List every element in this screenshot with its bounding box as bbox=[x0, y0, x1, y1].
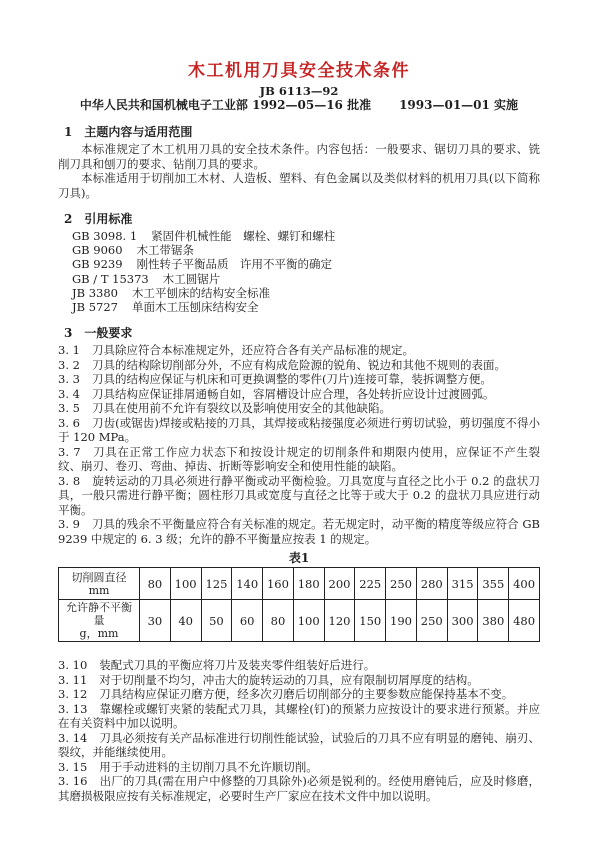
section-2-title: 引用标准 bbox=[84, 212, 133, 226]
clause-text: 装配式刀具的平衡应将刀片及装夹零件组装好后进行。 bbox=[99, 658, 376, 673]
reference-title: 木工平刨床的结构安全标准 bbox=[131, 285, 270, 300]
clause-text: 刀具必须按有关产品标准进行切削性能试验，试验后的刀具不应有明显的磨钝、崩刃、裂纹，并能继续使用。 bbox=[58, 730, 540, 760]
clause-text: 旋转运动的刀具必须进行静平衡或动平衡检验。刀具宽度与直径之比小于 0.2 的盘状刀具，一般只需进行静平衡；圆柱形刀具或宽度与直径之比等于或大于 0.2 的盘状刀具应进行动平衡。 bbox=[58, 473, 540, 517]
reference-item bbox=[72, 257, 540, 271]
table-cell: 150 bbox=[355, 600, 386, 642]
section-1-heading bbox=[64, 125, 540, 140]
document-content bbox=[0, 58, 600, 803]
approval-line bbox=[58, 98, 540, 113]
clause-number: 3. 6 bbox=[58, 415, 80, 430]
section-1-paragraph: 本标准适用于切削加工木材、人造板、塑料、有色金属以及类似材料的机用刀具(以下简称刀具)。 bbox=[58, 171, 540, 200]
reference-item bbox=[72, 229, 540, 243]
section-3-number: 3 bbox=[64, 326, 73, 341]
clause-number: 3. 13 bbox=[58, 701, 88, 716]
table-cell: 280 bbox=[416, 568, 447, 600]
clause-number: 3. 9 bbox=[58, 517, 80, 532]
clause-text: 刀具的残余不平衡量应符合有关标准的规定。若无规定时，动平衡的精度等级应符合 GB 9239 中规定的 6. 3 级；允许的静不平衡量应按表 1 的规定。 bbox=[58, 517, 540, 546]
table-cell: 100 bbox=[170, 568, 201, 600]
reference-code: JB 5727 bbox=[72, 300, 118, 315]
clause-text: 刀具在使用前不允许有裂纹以及影响使用安全的其他缺陷。 bbox=[91, 401, 391, 416]
reference-code: JB 3380 bbox=[72, 285, 118, 300]
table-cell: 40 bbox=[170, 600, 201, 642]
clause-number: 3. 8 bbox=[58, 473, 81, 488]
table-cell: 480 bbox=[509, 600, 540, 642]
section-2-heading bbox=[64, 212, 540, 227]
table-cell: 80 bbox=[140, 568, 171, 600]
reference-title: 单面木工压刨床结构安全 bbox=[131, 300, 259, 315]
clause-3-5 bbox=[58, 401, 540, 416]
reference-item bbox=[72, 286, 540, 300]
clause-3-12 bbox=[58, 687, 540, 702]
row-label-text: 允许静不平衡量 bbox=[66, 601, 132, 628]
section-3-title: 一般要求 bbox=[84, 326, 133, 341]
row-label-unit: g，mm bbox=[79, 627, 119, 641]
clause-number: 3. 3 bbox=[58, 372, 80, 387]
table-cell: 355 bbox=[478, 568, 509, 600]
table1-caption: 表1 bbox=[288, 551, 310, 566]
clause-number: 3. 4 bbox=[58, 386, 80, 401]
table-cell: 160 bbox=[263, 568, 294, 600]
clause-3-2 bbox=[58, 358, 540, 373]
clause-3-15 bbox=[58, 760, 540, 775]
table1-block bbox=[58, 551, 540, 642]
section-3-heading bbox=[64, 326, 540, 341]
table1 bbox=[58, 567, 540, 642]
table-cell: 80 bbox=[263, 600, 294, 642]
row-label-unit: mm bbox=[88, 583, 110, 597]
document-title: 木工机用刀具安全技术条件 bbox=[188, 61, 410, 81]
table-cell: 225 bbox=[355, 568, 386, 600]
clause-text: 刀齿(或锯齿)焊接或粘接的刀具，其焊接或粘接强度必须进行剪切试验，剪切强度不得小于 120 MPa。 bbox=[58, 415, 540, 445]
table-cell: 200 bbox=[324, 568, 355, 600]
clause-number: 3. 15 bbox=[58, 759, 88, 774]
clause-3-1 bbox=[58, 343, 540, 358]
clause-text: 刀具的结构除切削部分外，不应有构成危险源的锐角、锐边和其他不规则的表面。 bbox=[91, 357, 506, 372]
clause-text: 刀具结构应保证排屑通畅自如，容屑槽设计应合理，各处转折应设计过渡圆弧。 bbox=[91, 386, 495, 401]
reference-list bbox=[72, 229, 540, 314]
clause-3-13 bbox=[58, 702, 540, 731]
clause-3-11 bbox=[58, 673, 540, 688]
reference-item bbox=[72, 243, 540, 257]
clause-number: 3. 16 bbox=[58, 774, 88, 789]
reference-code: GB 9060 bbox=[72, 243, 123, 258]
clause-number: 3. 14 bbox=[58, 730, 88, 745]
clause-number: 3. 12 bbox=[58, 687, 88, 702]
clause-3-14 bbox=[58, 731, 540, 760]
row-label-cutting-diameter bbox=[59, 568, 140, 600]
reference-item bbox=[72, 300, 540, 314]
clause-3-9 bbox=[58, 517, 540, 546]
clause-text: 刀具结构应保证刃磨方便，经多次刃磨后切削部分的主要参数应能保持基本不变。 bbox=[99, 687, 514, 702]
section-1-title: 主题内容与适用范围 bbox=[84, 125, 193, 139]
table-cell: 250 bbox=[416, 600, 447, 642]
reference-title: 紧固件机械性能 螺栓、螺钉和螺柱 bbox=[151, 229, 336, 243]
clause-text: 对于切削量不均匀，冲击大的旋转运动的刀具，应有限制切屑厚度的结构。 bbox=[99, 672, 479, 687]
clause-number: 3. 7 bbox=[58, 444, 81, 459]
section-1-number: 1 bbox=[64, 125, 73, 139]
table-cell: 125 bbox=[201, 568, 232, 600]
table-cell: 100 bbox=[293, 600, 324, 642]
reference-code: GB / T 15373 bbox=[72, 271, 149, 286]
clause-text: 用于手动进料的主切削刀具不允许顺切削。 bbox=[99, 759, 318, 774]
table-cell: 60 bbox=[232, 600, 263, 642]
clause-text: 靠螺栓或螺钉夹紧的装配式刀具，其螺栓(钉)的预紧力应按设计的要求进行预紧。并应在有关资料中加以说明。 bbox=[58, 701, 540, 731]
clause-3-16 bbox=[58, 774, 540, 803]
clause-3-4 bbox=[58, 387, 540, 402]
clause-text: 刀具除应符合本标准规定外，还应符合各有关产品标准的规定。 bbox=[91, 343, 414, 358]
clause-3-8 bbox=[58, 474, 540, 518]
clause-3-10 bbox=[58, 658, 540, 673]
clause-number: 3. 5 bbox=[58, 401, 80, 416]
table-cell: 120 bbox=[324, 600, 355, 642]
section-1-paragraph: 本标准规定了木工机用刀具的安全技术条件。内容包括：一般要求、锯切刀具的要求、铣削刀具和刨刀的要求、钻削刀具的要求。 bbox=[58, 142, 540, 171]
clause-text: 刀具在正常工作应力状态下和按设计规定的切削条件和期限内使用，应保证不产生裂纹、崩刃、卷刃、弯曲、掉齿、折断等影响安全和使用性能的缺陷。 bbox=[58, 444, 540, 474]
implementation-date: 1993—01—01 实施 bbox=[399, 98, 519, 112]
clause-number: 3. 10 bbox=[58, 658, 88, 673]
approval-issuer-date: 中华人民共和国机械电子工业部 1992—05—16 批准 bbox=[79, 98, 372, 112]
standard-number: JB 6113—92 bbox=[259, 84, 339, 98]
reference-code: GB 9239 bbox=[72, 257, 123, 272]
table-cell: 315 bbox=[447, 568, 478, 600]
clause-3-6 bbox=[58, 416, 540, 445]
clause-3-7 bbox=[58, 445, 540, 474]
table-row-static-imbalance bbox=[59, 600, 540, 642]
clause-number: 3. 2 bbox=[58, 357, 80, 372]
table-cell: 300 bbox=[447, 600, 478, 642]
clause-3-3 bbox=[58, 372, 540, 387]
table-cell: 400 bbox=[509, 568, 540, 600]
clause-number: 3. 11 bbox=[58, 672, 88, 687]
clause-text: 刀具的结构应保证与机床和可更换调整的零件(刀片)连接可靠，装拆调整方便。 bbox=[91, 372, 492, 387]
reference-title: 刚性转子平衡品质 许用不平衡的确定 bbox=[136, 257, 333, 272]
reference-title: 木工圆锯片 bbox=[162, 271, 221, 286]
table-cell: 180 bbox=[293, 568, 324, 600]
row-label-text: 切削圆直径 bbox=[71, 570, 127, 584]
table-cell: 30 bbox=[140, 600, 171, 642]
reference-title: 木工带锯条 bbox=[136, 243, 195, 258]
table-cell: 140 bbox=[232, 568, 263, 600]
reference-code: GB 3098. 1 bbox=[72, 229, 138, 243]
table-cell: 50 bbox=[201, 600, 232, 642]
reference-item bbox=[72, 272, 540, 286]
clause-text: 出厂的刀具(需在用户中修整的刀具除外)必须是锐利的。经使用磨钝后，应及时修磨，其磨损极限应按有关标准规定，必要时生产厂家应在技术文件中加以说明。 bbox=[58, 774, 540, 803]
table-row-cutting-diameter bbox=[59, 568, 540, 600]
row-label-static-imbalance bbox=[59, 600, 140, 642]
section-2-number: 2 bbox=[64, 212, 73, 226]
table-cell: 250 bbox=[386, 568, 417, 600]
table-cell: 380 bbox=[478, 600, 509, 642]
table-cell: 190 bbox=[386, 600, 417, 642]
clause-number: 3. 1 bbox=[58, 343, 80, 358]
